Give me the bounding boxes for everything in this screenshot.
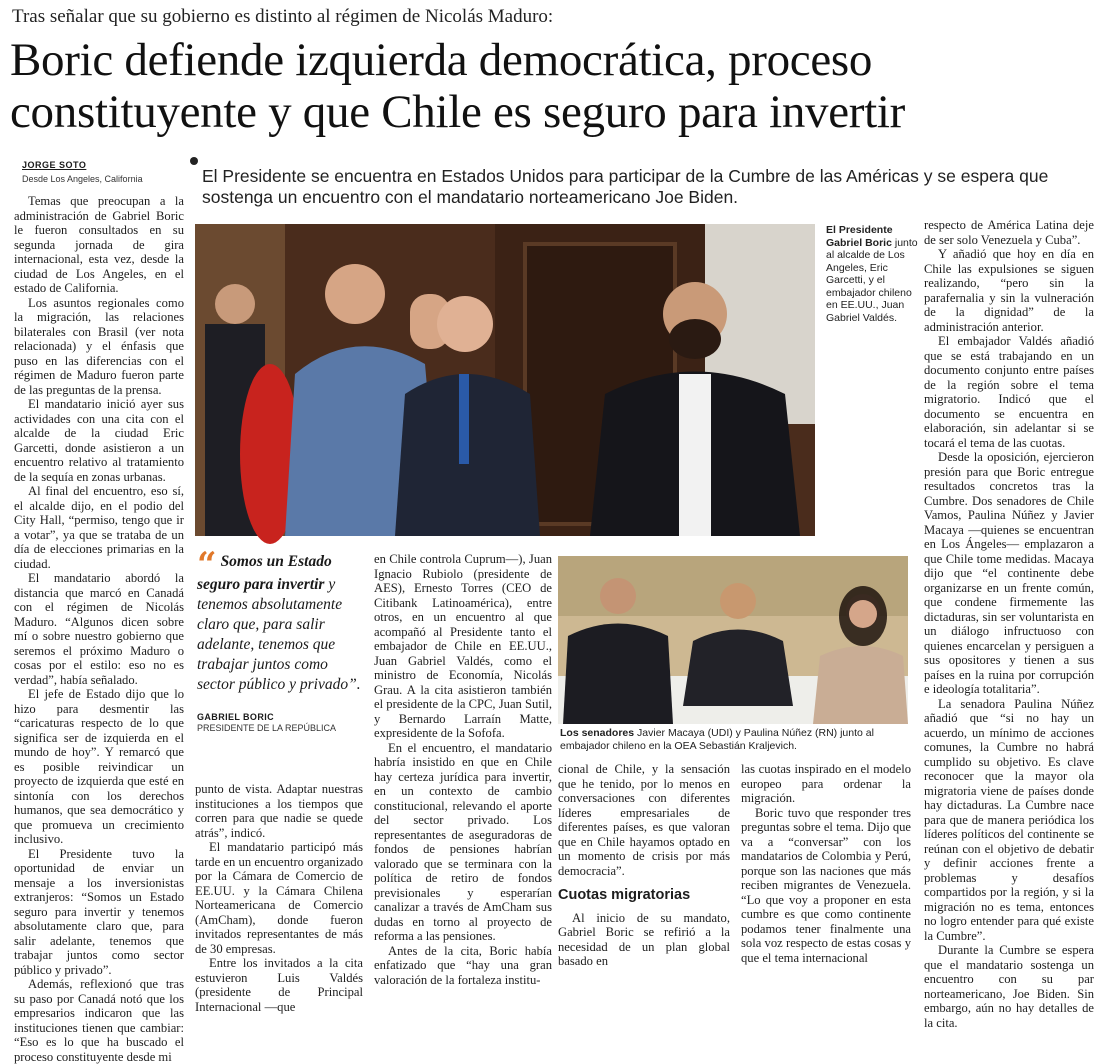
author-name: JORGE SOTO bbox=[22, 160, 87, 170]
paragraph: En el encuentro, el mandatario habría insistido en que en Chile hay certeza jurídica para invertir, en un contexto de cambio constitucional, relevando el aporte del sector privado. Los representantes de aseguradoras de fondos de pensiones habrían valorado que se terminara con la política de retiro de fondos previsionales y esperarían canalizar a través de AmCham sus dudas en torno al proyecto de reforma a las pensiones. bbox=[374, 740, 552, 943]
quote-attribution bbox=[197, 712, 336, 734]
main-photo-caption bbox=[826, 224, 918, 324]
paragraph: Temas que preocupan a la administración de Gabriel Boric le fueron consultados en su segunda jornada de gira internacional, esta vez, desde la ciudad de Los Angeles, en el estado de California. bbox=[14, 194, 184, 295]
paragraph: Y añadió que hoy en día en Chile las expulsiones se siguen realizando, “pero sin la parafernalia y sin la vulneración de la dignidad” de la administración anterior. bbox=[924, 247, 1094, 334]
paragraph: Al inicio de su mandato, Gabriel Boric se refirió a la necesidad de un plan global basado en bbox=[558, 910, 730, 968]
senators-photo-caption bbox=[560, 727, 910, 752]
paragraph: Desde la oposición, ejercieron presión para que Boric entregue resultados concretos tras la Cumbre. Dos senadores de Chile Vamos, Paulina Núñez y Javier Macaya —quienes se encuentran en Los Ángeles— emplazaron a que Chile tome medidas. Macaya dijo que “el continente debe organizarse en un frente común, que condene firmemente las dictaduras, sin ser voluntarista en un diálogo infructuoso con quienes encarcelan y persiguen a sus opositores y tienen a sus países en la ruina por corrupción e ideología totalitaria”. bbox=[924, 450, 1094, 696]
byline bbox=[22, 160, 143, 184]
paragraph: Entre los invitados a la cita estuvieron Luis Valdés (presidente de Principal Internacional —que bbox=[195, 956, 363, 1014]
main-photo bbox=[195, 224, 815, 536]
paragraph: Los asuntos regionales como la migración, las relaciones bilaterales con Brasil (ver nota relacionada) y el énfasis que puso en las diferencias con el régimen de Maduro fueron parte de las preguntas de la prensa. bbox=[14, 295, 184, 397]
quote-role: PRESIDENTE DE LA REPÚBLICA bbox=[197, 723, 337, 733]
paragraph: cional de Chile, y la sensación que he tenido, por lo menos en conversaciones con diferentes líderes empresariales de diferentes países, es que valoran que en Chile hayamos optado en un momento de crisis por más democracia”. bbox=[558, 762, 730, 878]
column-1 bbox=[14, 194, 184, 1064]
column-5 bbox=[741, 762, 911, 965]
paragraph: Durante la Cumbre se espera que el mandatario sostenga un encuentro con su par norteamericano, Joe Biden. Sin embargo, aún no hay detalles de la cita. bbox=[924, 943, 1094, 1030]
column-4 bbox=[558, 762, 730, 968]
paragraph: La senadora Paulina Núñez añadió que “si no hay un acuerdo, un mínimo de acciones comunes, la Cumbre no habrá cumplido su objetivo. Es clave reconocer que la mayor ola migratoria viene de países donde hay dictaduras. La Cumbre nace para que de manera periódica los líderes políticos del continente se reúnan con el objetivo de debatir y definir acciones frente a problemas y desafíos compartidos por la región, y si la migración no es tema, entonces no logro entender para qué existe la Cumbre”. bbox=[924, 696, 1094, 943]
paragraph: respecto de América Latina deje de ser solo Venezuela y Cuba”. bbox=[924, 218, 1094, 247]
column-3 bbox=[374, 552, 552, 987]
dateline: Desde Los Angeles, California bbox=[22, 174, 143, 184]
column-6 bbox=[924, 218, 1094, 1030]
paragraph: Al final del encuentro, eso sí, el alcalde dijo, en el podio del City Hall, “permiso, tengo que ir a votar”, ya que se trataba de un día de elecciones primarias en la ciudad. bbox=[14, 484, 184, 571]
paragraph: El Presidente tuvo la oportunidad de enviar un mensaje a los inversionistas extranjeros: “Somos un Estado seguro para invertir y tenemos absolutamente claro que, para salir adelante, tenemos que trabajar juntos como sector público y privado”. bbox=[14, 846, 184, 977]
paragraph: El mandatario inició ayer sus actividades con una cita con el alcalde de la ciudad Eric Garcetti, donde asistieron a un encuentro relativo al tratamiento de la sequía en zonas urbanas. bbox=[14, 397, 184, 484]
caption-text: Javier Macaya (UDI) y Paulina Núñez (RN) junto al embajador chileno en la OEA Sebastián Kraljevich. bbox=[560, 727, 874, 752]
column-2 bbox=[195, 782, 363, 1014]
paragraph: El jefe de Estado dijo que lo hizo para desmentir las “caricaturas respecto de lo que significa ser de izquierda en el mundo de hoy”. Y remarcó que es posible reivindicar un proyecto de izquierda que esté en sintonía con los derechos humanos, que sea democrático y que promueva un crecimiento inclusivo. bbox=[14, 687, 184, 846]
quote-text: y tenemos absolutamente claro que, para salir adelante, tenemos que trabajar juntos como sector público y privado”. bbox=[197, 576, 361, 693]
senators-photo bbox=[558, 556, 908, 724]
paragraph: Antes de la cita, Boric había enfatizado que “hay una gran valoración de la fortaleza institu- bbox=[374, 943, 552, 987]
caption-bold: Los senadores bbox=[560, 727, 635, 739]
paragraph: El embajador Valdés añadió que se está trabajando en un documento conjunto entre países de la región sobre el tema migratorio. Indicó que el documento se encuentra en elaboración, sin adelantar si se tocará el tema de las cuotas. bbox=[924, 334, 1094, 450]
paragraph: punto de vista. Adaptar nuestras instituciones a los tiempos que corren para que nadie se quede atrás”, indicó. bbox=[195, 782, 363, 840]
lead-bullet bbox=[190, 157, 198, 165]
lead-paragraph: El Presidente se encuentra en Estados Unidos para participar de la Cumbre de las Américas y se espera que sostenga un encuentro con el mandatario norteamericano Joe Biden. bbox=[202, 166, 1049, 207]
subheading: Cuotas migratorias bbox=[558, 887, 691, 903]
caption-bold: El Presidente Gabriel Boric bbox=[826, 224, 893, 249]
quote-mark: “ bbox=[197, 545, 217, 585]
pull-quote bbox=[197, 545, 367, 695]
paragraph: El mandatario participó más tarde en un encuentro organizado por la Cámara de Comercio de EE.UU. y la Cámara Chilena Norteamericana de Comercio (AmCham), donde fueron invitados representantes de más de 30 empresas. bbox=[195, 840, 363, 956]
quote-author: GABRIEL BORIC bbox=[197, 712, 275, 722]
paragraph: El mandatario abordó la distancia que marcó en Canadá con el régimen de Nicolás Maduro. “Algunos dicen sobre mí o sobre nuestro gobierno que seremos el próximo Maduro o cosas por el estilo: eso no es verdad”, había señalado. bbox=[14, 571, 184, 687]
caption-text: junto al alcalde de Los Angeles, Eric Garcetti, y el embajador chileno en EE.UU., Juan Gabriel Valdés. bbox=[826, 236, 918, 324]
paragraph: Además, reflexionó que tras su paso por Canadá notó que los empresarios indicaron que las instituciones tienen que cambiar: “Eso es lo que ha buscado el proceso constituyente desde mi bbox=[14, 977, 184, 1064]
kicker: Tras señalar que su gobierno es distinto al régimen de Nicolás Maduro: bbox=[12, 6, 554, 27]
headline: Boric defiende izquierda democrática, proceso constituyente y que Chile es seguro para invertir bbox=[10, 34, 906, 138]
paragraph: las cuotas inspirado en el modelo europeo para ordenar la migración. bbox=[741, 762, 911, 805]
quote-bold: Somos un Estado seguro para invertir bbox=[197, 553, 332, 593]
paragraph: en Chile controla Cuprum—), Juan Ignacio Rubiolo (presidente de AES), Ernesto Torres (CEO de Citibank Latinoamérica), entre otros, en un encuentro al que acompañó al Presidente tanto el embajador de Chile en EE.UU., Juan Gabriel Valdés, como el ministro de Economía, Nicolás Grau. A la cita asistieron también el presidente de la CPC, Juan Sutil, y Bernardo Larraín Matte, expresidente de la Sofofa. bbox=[374, 552, 552, 740]
paragraph: Boric tuvo que responder tres preguntas sobre el tema. Dijo que va a “conversar” con los mandatarios de Colombia y Perú, porque son las naciones que más reciben migrantes de Venezuela. “Lo que voy a proponer en esta cumbre es que como continente podamos tener finalmente una sola voz respecto de estas cosas y que el tema internacional bbox=[741, 805, 911, 965]
